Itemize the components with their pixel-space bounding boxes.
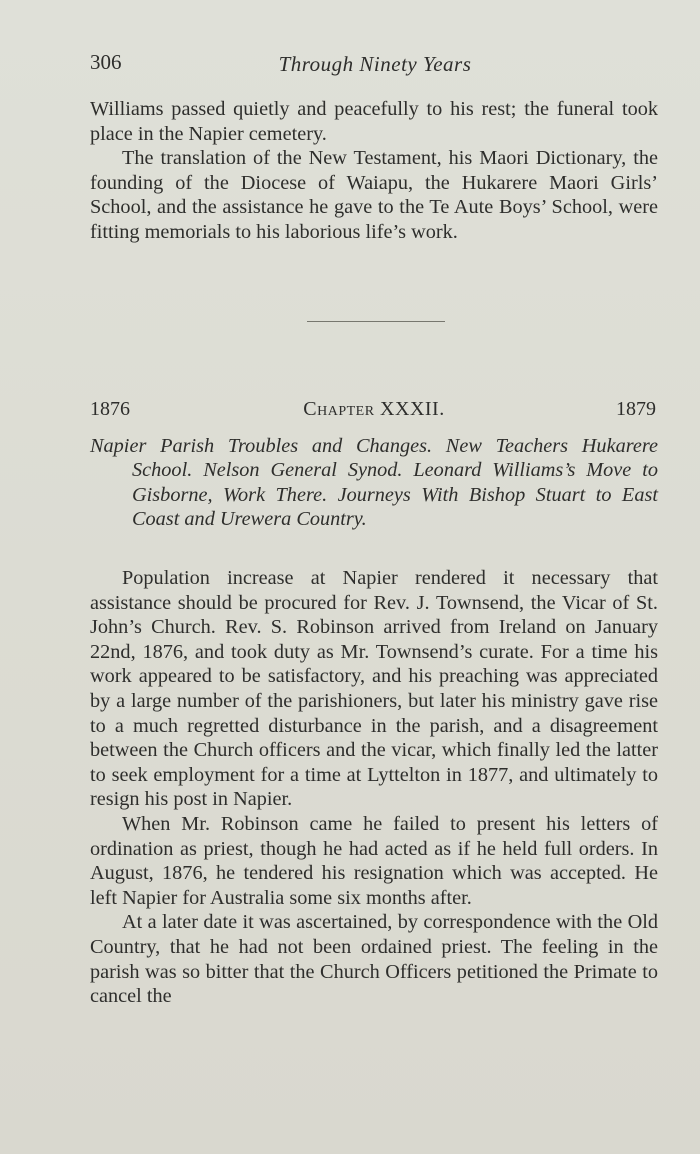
chapter-synopsis: Napier Parish Troubles and Changes. New Teachers Hukarere School. Nelson General Synod. Leonard Williams’s Move to Gisborne, Work There. Journeys With Bishop Stuart to East Coast and Urewera Country. [90,435,658,531]
chapter-year-start: 1876 [90,398,130,420]
chapter-year-end: 1879 [616,398,656,420]
chapter-body [90,566,658,1009]
page-number: 306 [90,50,122,74]
paragraph-population: Population increase at Napier rendered it necessary that assistance should be procured for Rev. J. Townsend, the Vicar of St. John’s Church. Rev. S. Robinson arrived from Ireland on January 22nd, 1876, and took duty as Mr. Townsend’s curate. For a time his work appeared to be satisfactory, and his preaching was appreciated by a large number of the parishioners, but later his ministry gave rise to a much regretted disturbance in the parish, and a disagreement between the Church officers and the vicar, which finally led the latter to seek employment for a time at Lyttelton in 1877, and ultimately to resign his post in Napier. [90,567,658,811]
page-header [90,50,660,80]
section-divider [307,321,445,322]
chapter-heading [90,398,658,426]
paragraph-later-date: At a later date it was ascertained, by correspondence with the Old Country, that he had not been ordained priest. The feeling in the parish was so bitter that the Church Officers petitioned the Primate to cancel the [90,911,658,1008]
chapter-title: Chapter XXXII. [303,398,445,420]
paragraph-robinson: When Mr. Robinson came he failed to present his letters of ordination as priest, though he had acted as if he held full orders. In August, 1876, he tendered his resignation which was accepted. He left Napier for Australia some six months after. [90,812,658,909]
paragraph-continued: Williams passed quietly and peacefully to his rest; the funeral took place in the Napier cemetery. [90,98,658,145]
paragraph-memorials: The translation of the New Testament, his Maori Dictionary, the founding of the Diocese of Waiapu, the Hukarere Maori Girls’ School, and the assistance he gave to the Te Aute Boys’ School, were fitting memorials to his laborious life’s work. [90,147,658,243]
running-title: Through Ninety Years [278,52,472,76]
previous-chapter-ending [90,97,658,245]
